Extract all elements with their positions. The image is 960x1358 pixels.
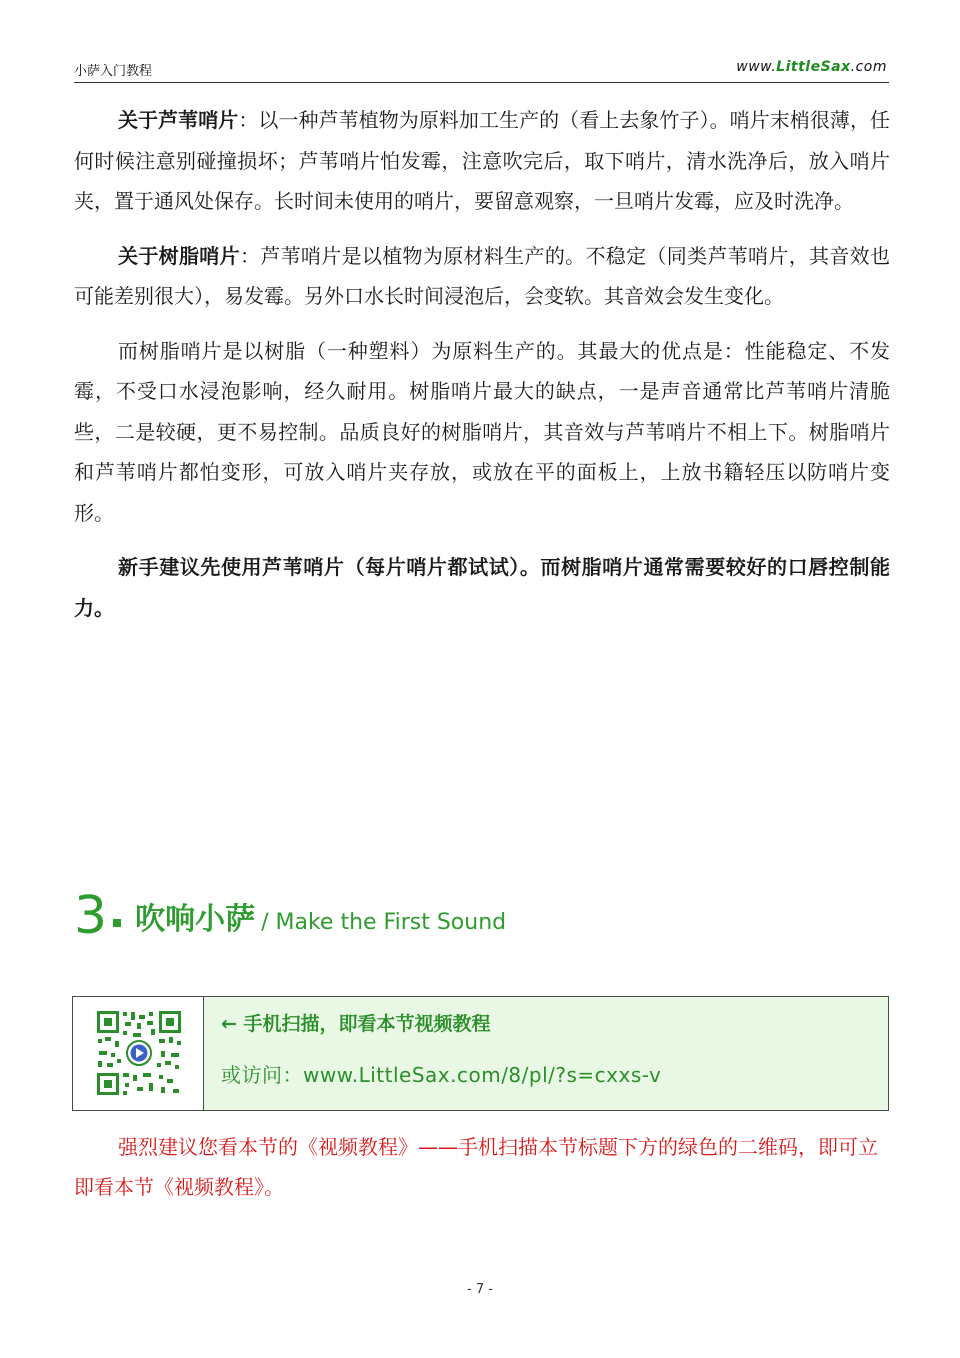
body-content xyxy=(74,100,890,642)
visit-line xyxy=(221,1059,661,1088)
section-dot xyxy=(113,919,121,927)
page-number: - 7 - xyxy=(467,1282,493,1297)
qr-code-icon xyxy=(95,1009,183,1097)
paragraph-text: 而树脂哨片是以树脂（一种塑料）为原料生产的。其最大的优点是：性能稳定、不发霉，不受口水浸泡影响，经久耐用。树脂哨片最大的缺点，一是声音通常比芦苇哨片清脆些，二是较硬，更不易控制。品质良好的树脂哨片，其音效与芦苇哨片不相上下。树脂哨片和芦苇哨片都怕变形，可放入哨片夹存放，或放在平的面板上，上放书籍轻压以防哨片变形。 xyxy=(74,338,890,525)
video-url-link[interactable]: www.LittleSax.com/8/pl/?s=cxxs-v xyxy=(303,1063,662,1087)
paragraph-resin-detail xyxy=(74,331,890,534)
paragraph-advice xyxy=(74,547,890,628)
url-suffix: .com xyxy=(850,59,887,75)
arrow-left-icon: ← xyxy=(221,1013,237,1035)
header-site-link[interactable] xyxy=(736,59,887,75)
video-callout xyxy=(72,996,889,1111)
paragraph-resin xyxy=(74,236,890,317)
visit-label: 或访问： xyxy=(221,1063,303,1087)
scan-text: 手机扫描，即看本节视频教程 xyxy=(243,1013,491,1035)
section-number: 3 xyxy=(74,886,108,946)
header-title: 小萨入门教程 xyxy=(74,64,153,79)
url-prefix: www. xyxy=(736,59,777,75)
paragraph-lead: 关于芦苇哨片 xyxy=(118,108,239,132)
url-brand-sax: Sax xyxy=(820,59,851,75)
page-header xyxy=(74,56,889,83)
paragraph-lead: 关于树脂哨片 xyxy=(118,243,240,268)
paragraph-reed xyxy=(74,100,890,222)
video-recommendation-note: 强烈建议您看本节的《视频教程》——手机扫描本节标题下方的绿色的二维码，即可立即看本节《视频教程》。 xyxy=(74,1135,878,1199)
paragraph-text: ：芦苇哨片是以植物为原材料生产的。不稳定（同类芦苇哨片，其音效也可能差别很大），易发霉。另外口水长时间浸泡后，会变软。其音效会发生变化。 xyxy=(74,243,891,308)
paragraph-text: 新手建议先使用芦苇哨片（每片哨片都试试）。而树脂哨片通常需要较好的口唇控制能力。 xyxy=(74,555,890,620)
qr-code[interactable] xyxy=(73,997,204,1110)
section-title-en: / Make the First Sound xyxy=(261,910,507,935)
paragraph-text: ：以一种芦苇植物为原料加工生产的（看上去象竹子）。哨片末梢很薄，任何时候注意别碰撞损坏；芦苇哨片怕发霉，注意吹完后，取下哨片，清水洗净后，放入哨片夹，置于通风处保存。长时间未使用的哨片，要留意观察，一旦哨片发霉，应及时洗净。 xyxy=(74,108,891,213)
url-brand-little: Little xyxy=(776,59,821,75)
scan-instruction xyxy=(221,1009,491,1036)
section-title-cn: 吹响小萨 xyxy=(135,902,256,937)
section-heading xyxy=(74,886,506,956)
